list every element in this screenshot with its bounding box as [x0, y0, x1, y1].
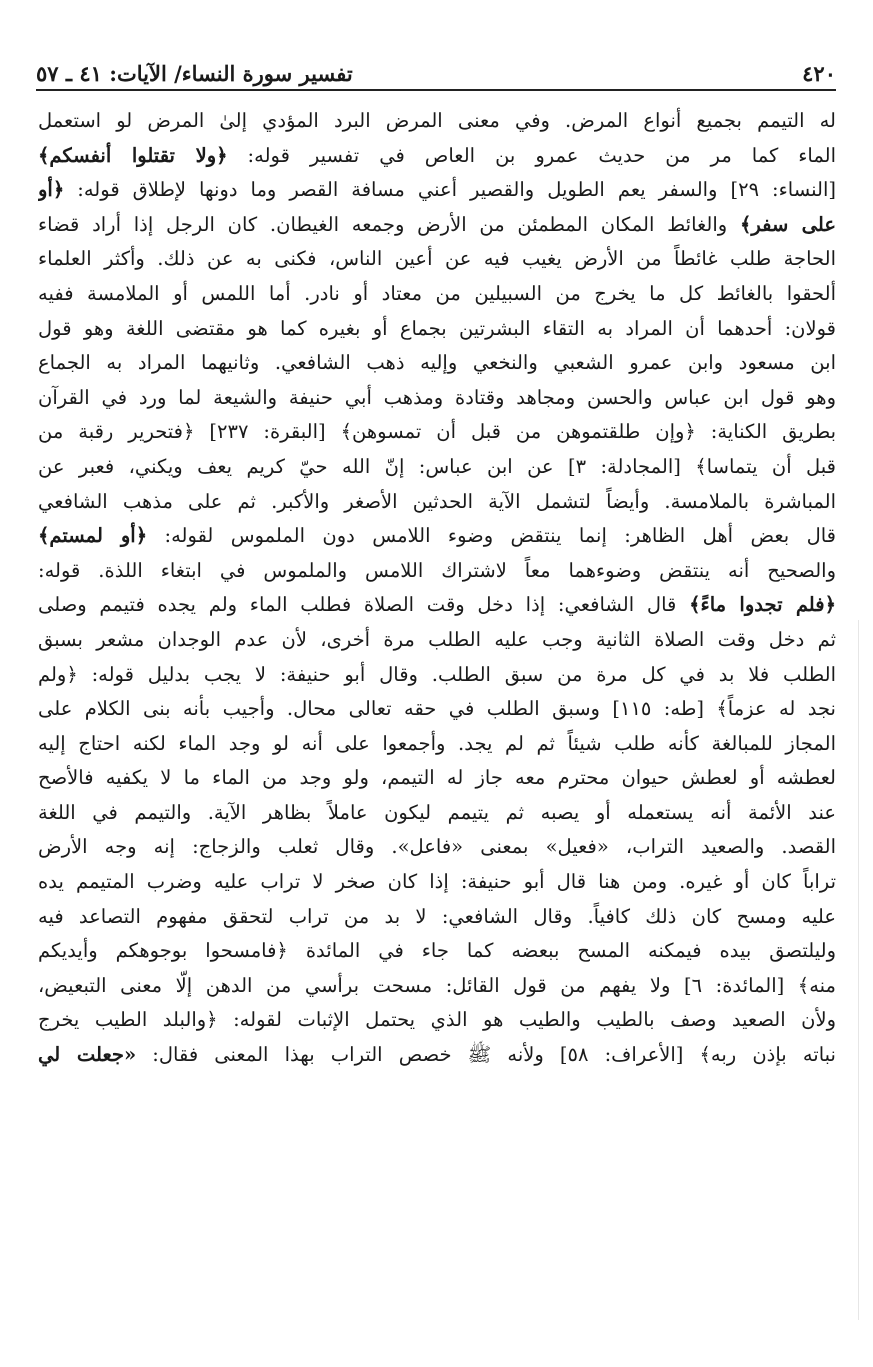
- text-line: [38, 588, 836, 623]
- text-line: [38, 242, 836, 277]
- text-segment: والغائط المكان المطمئن من الأرض وجمعه الغيطان. كان الرجل إذا أراد قضاء: [38, 212, 740, 236]
- text-line: [38, 173, 836, 208]
- text-segment: له التيمم بجميع أنواع المرض. وفي معنى المرض البرد المؤدي إلىٰ المرض لو استعمل: [38, 109, 836, 132]
- text-segment: ثم دخل وقت الصلاة الثانية وجب عليه الطلب مرة أخرى، لأن عدم الوجدان مشعر بسبق: [38, 627, 836, 651]
- text-segment: ولأن الصعيد وصف بالطيب والطيب هو الذي يحتمل الإثبات لقوله: ﴿والبلد الطيب يخرج: [38, 1008, 836, 1032]
- text-line: [38, 346, 836, 381]
- text-line: [38, 485, 836, 520]
- text-segment: وهو قول ابن عباس والحسن ومجاهد وقتادة ومذهب أبي حنيفة والشيعة لما ورد في القرآن: [38, 385, 836, 409]
- bold-quote: ﴿أو: [38, 178, 65, 202]
- body-text: [38, 104, 836, 1073]
- text-line: [38, 554, 836, 589]
- text-line: [38, 381, 836, 416]
- text-segment: تراباً كان أو غيره. ومن هنا قال أبو حنيفة: إذا كان صخر لا تراب عليه وضرب المتيمم يده: [38, 870, 836, 894]
- text-line: [38, 104, 836, 139]
- text-line: [38, 208, 836, 243]
- text-segment: منه﴾ [المائدة: ٦] ولا يفهم من قول القائل: مسحت برأسي من الدهن إلّا معنى التبعيض،: [38, 973, 836, 997]
- text-line: [38, 900, 836, 935]
- text-segment: والصحيح أنه ينتقض وضوءهما معاً لاشتراك اللامس والملموس في ابتغاء اللذة. قوله:: [38, 558, 836, 582]
- text-line: [38, 1003, 836, 1038]
- text-segment: [النساء: ٢٩] والسفر يعم الطويل والقصير أعني مسافة القصر وما دونها لإطلاق قوله:: [64, 178, 836, 202]
- text-segment: نجد له عزماً﴾ [طه: ١١٥] وسبق الطلب في حقه تعالى محال. وأجيب بأنه بنى الكلام على: [38, 697, 836, 721]
- text-segment: عند الأئمة أنه يستعمله أو يصبه ثم يتيمم ليكون عاملاً بظاهر الآية. والتيمم في اللغة: [38, 800, 836, 824]
- text-line: [38, 139, 836, 174]
- text-segment: القصد. والصعيد التراب، «فعيل» بمعنى «فاعل». وقال ثعلب والزجاج: إنه وجه الأرض: [38, 835, 836, 859]
- text-line: [38, 761, 836, 796]
- text-segment: قال الشافعي: إذا دخل وقت الصلاة فطلب الماء ولم يجده فتيمم وصلى: [38, 593, 690, 617]
- text-line: [38, 969, 836, 1004]
- header-rule: [36, 89, 836, 91]
- text-line: [38, 1038, 836, 1073]
- text-line: [38, 692, 836, 727]
- text-line: [38, 865, 836, 900]
- text-line: [38, 796, 836, 831]
- text-line: [38, 277, 836, 312]
- text-line: [38, 623, 836, 658]
- text-segment: ابن مسعود وابن عمرو الشعبي والنخعي وإليه ذهب الشافعي. وثانيهما المراد به الجماع: [38, 351, 836, 375]
- text-segment: قال بعض أهل الظاهر: إنما ينتقض وضوء اللامس دون الملموس لقوله:: [147, 524, 836, 548]
- bold-quote: على سفر﴾: [739, 212, 836, 236]
- text-segment: قبل أن يتماسا﴾ [المجادلة: ٣] عن ابن عباس: إنّ الله حيّ كريم يعف ويكني، فعبر عن: [38, 454, 836, 478]
- text-segment: الحاجة طلب غائطاً من الأرض يغيب فيه عن أعين الناس، فكنى به عن ذلك. وأكثر العلماء: [38, 247, 836, 271]
- bold-quote: «جعلت لي: [38, 1043, 137, 1067]
- text-line: [38, 415, 836, 450]
- text-segment: ألحقوا بالغائط كل ما يخرج من السبيلين من معتاد أو نادر. أما اللمس أو الملامسة ففيه: [38, 281, 836, 305]
- bold-quote: ﴿ولا تقتلوا أنفسكم﴾: [38, 143, 228, 167]
- page-edge-line: [858, 620, 859, 1320]
- text-line: [38, 450, 836, 485]
- bold-quote: ﴿أو لمستم﴾: [38, 524, 148, 548]
- text-segment: المجاز للمبالغة كأنه طلب شيئاً ثم لم يجد. وأجمعوا على أنه لو وجد الماء لكنه احتاج إليه: [38, 731, 836, 755]
- page-number: ٤٢٠: [802, 61, 836, 86]
- text-line: [38, 934, 836, 969]
- text-line: [38, 658, 836, 693]
- text-segment: الماء كما مر من حديث عمرو بن العاص في تفسير قوله:: [227, 143, 836, 167]
- text-segment: نباته بإذن ربه﴾ [الأعراف: ٥٨] ولأنه ﷺ خصص التراب بهذا المعنى فقال:: [136, 1043, 836, 1067]
- page-header: [36, 52, 836, 86]
- text-line: [38, 727, 836, 762]
- text-segment: المباشرة بالملامسة. وأيضاً لتشمل الآية الحدثين الأصغر والأكبر. ثم على مذهب الشافعي: [38, 489, 836, 513]
- text-segment: وليلتصق بيده فيمكنه المسح ببعضه كما جاء في المائدة ﴿فامسحوا بوجوهكم وأيديكم: [38, 939, 836, 963]
- text-line: [38, 519, 836, 554]
- text-segment: بطريق الكناية: ﴿وإن طلقتموهن من قبل أن تمسوهن﴾ [البقرة: ٢٣٧] ﴿فتحرير رقبة من: [38, 420, 836, 444]
- text-line: [38, 312, 836, 347]
- text-segment: عليه ومسح كان ذلك كافياً. وقال الشافعي: لا بد من تراب لتحقق مفهوم التصاعد فيه: [38, 904, 836, 928]
- text-segment: الطلب فلا بد في كل مرة من سبق الطلب. وقال أبو حنيفة: لا يجب بدليل قوله: ﴿ولم: [38, 662, 836, 686]
- text-segment: قولان: أحدهما أن المراد به التقاء البشرتين بجماع أو بغيره كما هو مقتضى اللغة وهو قول: [38, 316, 836, 340]
- text-segment: لعطشه أو لعطش حيوان محترم معه جاز له التيمم، ولو وجد من الماء ما لا يكفيه فالأصح: [38, 766, 836, 790]
- bold-quote: ﴿فلم تجدوا ماءً﴾: [689, 593, 836, 617]
- text-line: [38, 830, 836, 865]
- running-title: تفسير سورة النساء/ الآيات: ٤١ ـ ٥٧: [36, 61, 353, 86]
